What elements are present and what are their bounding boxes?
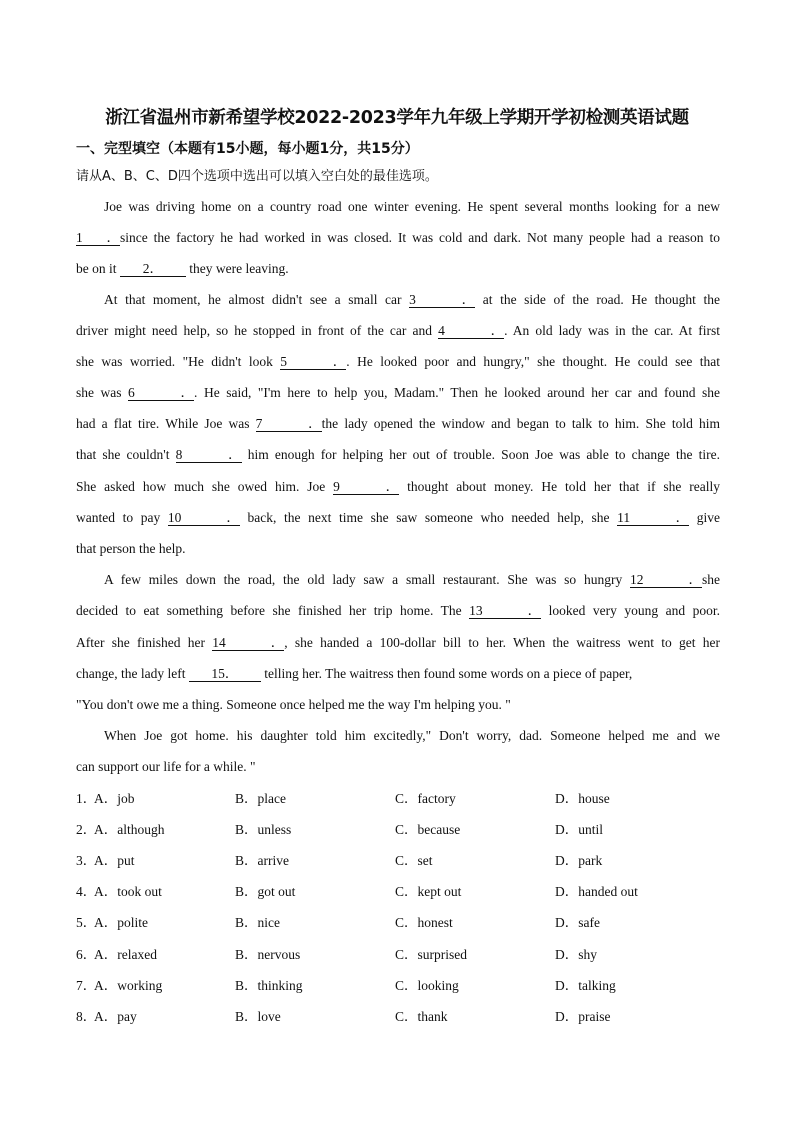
option-b: B．thinking <box>235 978 303 993</box>
option-d: D．until <box>555 822 604 837</box>
blank-13: 13． <box>469 603 542 618</box>
passage-line <box>76 665 720 683</box>
blank-2: 2． <box>120 261 186 277</box>
passage-text: "You don't owe me a thing. Someone once helped me the way I'm helping you. " <box>76 697 511 712</box>
option-c: C．factory <box>395 791 456 806</box>
passage-text: him enough for helping her out of trouble. Soon Joe was able to change the tire. <box>247 447 720 462</box>
question-number: 4． <box>76 884 97 899</box>
passage-text: the lady opened the window and began to talk to him. She told him <box>321 416 721 431</box>
passage-text: thought about money. He told her that if she really <box>407 479 721 494</box>
blank-8: 8． <box>175 447 242 462</box>
blank-4: 4． <box>438 323 505 338</box>
blank-15: 15． <box>189 666 261 682</box>
passage-line <box>76 727 720 745</box>
passage-line <box>76 696 720 714</box>
option-d: D．praise <box>555 1009 611 1024</box>
question-number: 2． <box>76 822 97 837</box>
option-b: B．nice <box>235 915 280 930</box>
option-c: C．thank <box>395 1009 448 1024</box>
passage-line <box>76 353 720 371</box>
passage-text: looked very young and poor. <box>548 603 721 618</box>
option-b: B．arrive <box>235 853 289 868</box>
option-c: C．kept out <box>395 884 462 899</box>
option-a: A．relaxed <box>94 947 157 962</box>
question-number: 8． <box>76 1009 97 1024</box>
passage-text: give <box>696 510 721 525</box>
passage-text: at the side of the road. He thought the <box>482 292 721 307</box>
passage-text: . An old lady was in the car. At first <box>504 323 720 338</box>
option-d: D．safe <box>555 915 600 930</box>
blank-7: 7． <box>255 416 322 431</box>
option-b: B．place <box>235 791 286 806</box>
blank-14: 14． <box>212 635 285 650</box>
passage-line <box>76 540 720 558</box>
blank-5: 5． <box>280 354 347 369</box>
option-d: D．park <box>555 853 603 868</box>
option-b: B．love <box>235 1009 281 1024</box>
option-a: A．took out <box>94 884 162 899</box>
option-d: D．handed out <box>555 884 638 899</box>
passage-line <box>76 229 720 247</box>
blank-1: 1． <box>76 230 120 245</box>
passage-line <box>76 384 720 402</box>
passage-line <box>76 322 720 340</box>
option-b: B．got out <box>235 884 296 899</box>
passage-text: decided to eat something before she finished her trip home. The <box>76 603 462 618</box>
option-c: C．looking <box>395 978 459 993</box>
passage-text: she was <box>76 385 122 400</box>
passage-text: wanted to pay <box>76 510 161 525</box>
option-b: B．nervous <box>235 947 301 962</box>
passage-line <box>76 571 720 589</box>
passage-text: be on it <box>76 261 117 276</box>
passage-line <box>76 198 720 216</box>
passage-line <box>76 602 720 620</box>
passage-text: When Joe got home. his daughter told him excitedly," Don't worry, dad. Someone helped me and we <box>104 728 720 743</box>
passage-text: Joe was driving home on a country road one winter evening. He spent several months looking for a new <box>104 199 720 214</box>
blank-12: 12． <box>630 572 703 587</box>
passage-line <box>76 478 720 496</box>
exam-title: 浙江省温州市新希望学校2022-2023学年九年级上学期开学初检测英语试题 <box>105 108 689 128</box>
passage-text: After she finished her <box>76 635 205 650</box>
passage-text: , she handed a 100-dollar bill to her. When the waitress went to get her <box>284 635 720 650</box>
passage-text: change, the lady left <box>76 666 186 681</box>
question-number: 3． <box>76 853 97 868</box>
option-d: D．talking <box>555 978 616 993</box>
passage-text: had a flat tire. While Joe was <box>76 416 250 431</box>
blank-6: 6． <box>128 385 195 400</box>
passage-text: that she couldn't <box>76 447 170 462</box>
question-number: 6． <box>76 947 97 962</box>
passage-text: A few miles down the road, the old lady saw a small restaurant. She was so hungry <box>104 572 623 587</box>
passage-line <box>76 415 720 433</box>
blank-11: 11． <box>617 510 690 525</box>
passage-text: they were leaving. <box>189 261 289 276</box>
passage-text: since the factory he had worked in was closed. It was cold and dark. Not many people had a reason to <box>120 230 720 245</box>
option-a: A．pay <box>94 1009 137 1024</box>
passage-line <box>76 634 720 652</box>
passage-line <box>76 446 720 464</box>
option-a: A．polite <box>94 915 148 930</box>
option-d: D．house <box>555 791 610 806</box>
option-b: B．unless <box>235 822 292 837</box>
section-heading: 一、完型填空（本题有15小题，每小题1分，共15分） <box>76 141 419 157</box>
question-number: 1． <box>76 791 97 806</box>
passage-text: . He looked poor and hungry," she thought. He could see that <box>346 354 720 369</box>
option-a: A．working <box>94 978 163 993</box>
question-number: 7． <box>76 978 97 993</box>
passage-text: She asked how much she owed him. Joe <box>76 479 326 494</box>
passage-line <box>76 509 720 527</box>
blank-9: 9． <box>333 479 400 494</box>
option-c: C．honest <box>395 915 453 930</box>
passage-line <box>76 260 720 278</box>
passage-text: back, the next time she saw someone who needed help, she <box>247 510 610 525</box>
passage-text: that person the help. <box>76 541 186 556</box>
blank-3: 3． <box>409 292 476 307</box>
passage-line <box>76 758 720 776</box>
option-a: A．job <box>94 791 135 806</box>
passage-text: telling her. The waitress then found some words on a piece of paper, <box>264 666 633 681</box>
passage-text: she <box>702 572 721 587</box>
instruction-text: 请从A、B、C、D四个选项中选出可以填入空白处的最佳选项。 <box>76 169 438 184</box>
option-c: C．because <box>395 822 461 837</box>
option-a: A．put <box>94 853 135 868</box>
question-number: 5． <box>76 915 97 930</box>
option-a: A．although <box>94 822 165 837</box>
passage-text: can support our life for a while. " <box>76 759 256 774</box>
passage-text: At that moment, he almost didn't see a small car <box>104 292 402 307</box>
passage-text: driver might need help, so he stopped in front of the car and <box>76 323 432 338</box>
passage-line <box>76 291 720 309</box>
option-d: D．shy <box>555 947 598 962</box>
option-c: C．set <box>395 853 433 868</box>
blank-10: 10． <box>167 510 240 525</box>
passage-text: . He said, "I'm here to help you, Madam." Then he looked around her car and found she <box>194 385 720 400</box>
option-c: C．surprised <box>395 947 467 962</box>
passage-text: she was worried. "He didn't look <box>76 354 273 369</box>
